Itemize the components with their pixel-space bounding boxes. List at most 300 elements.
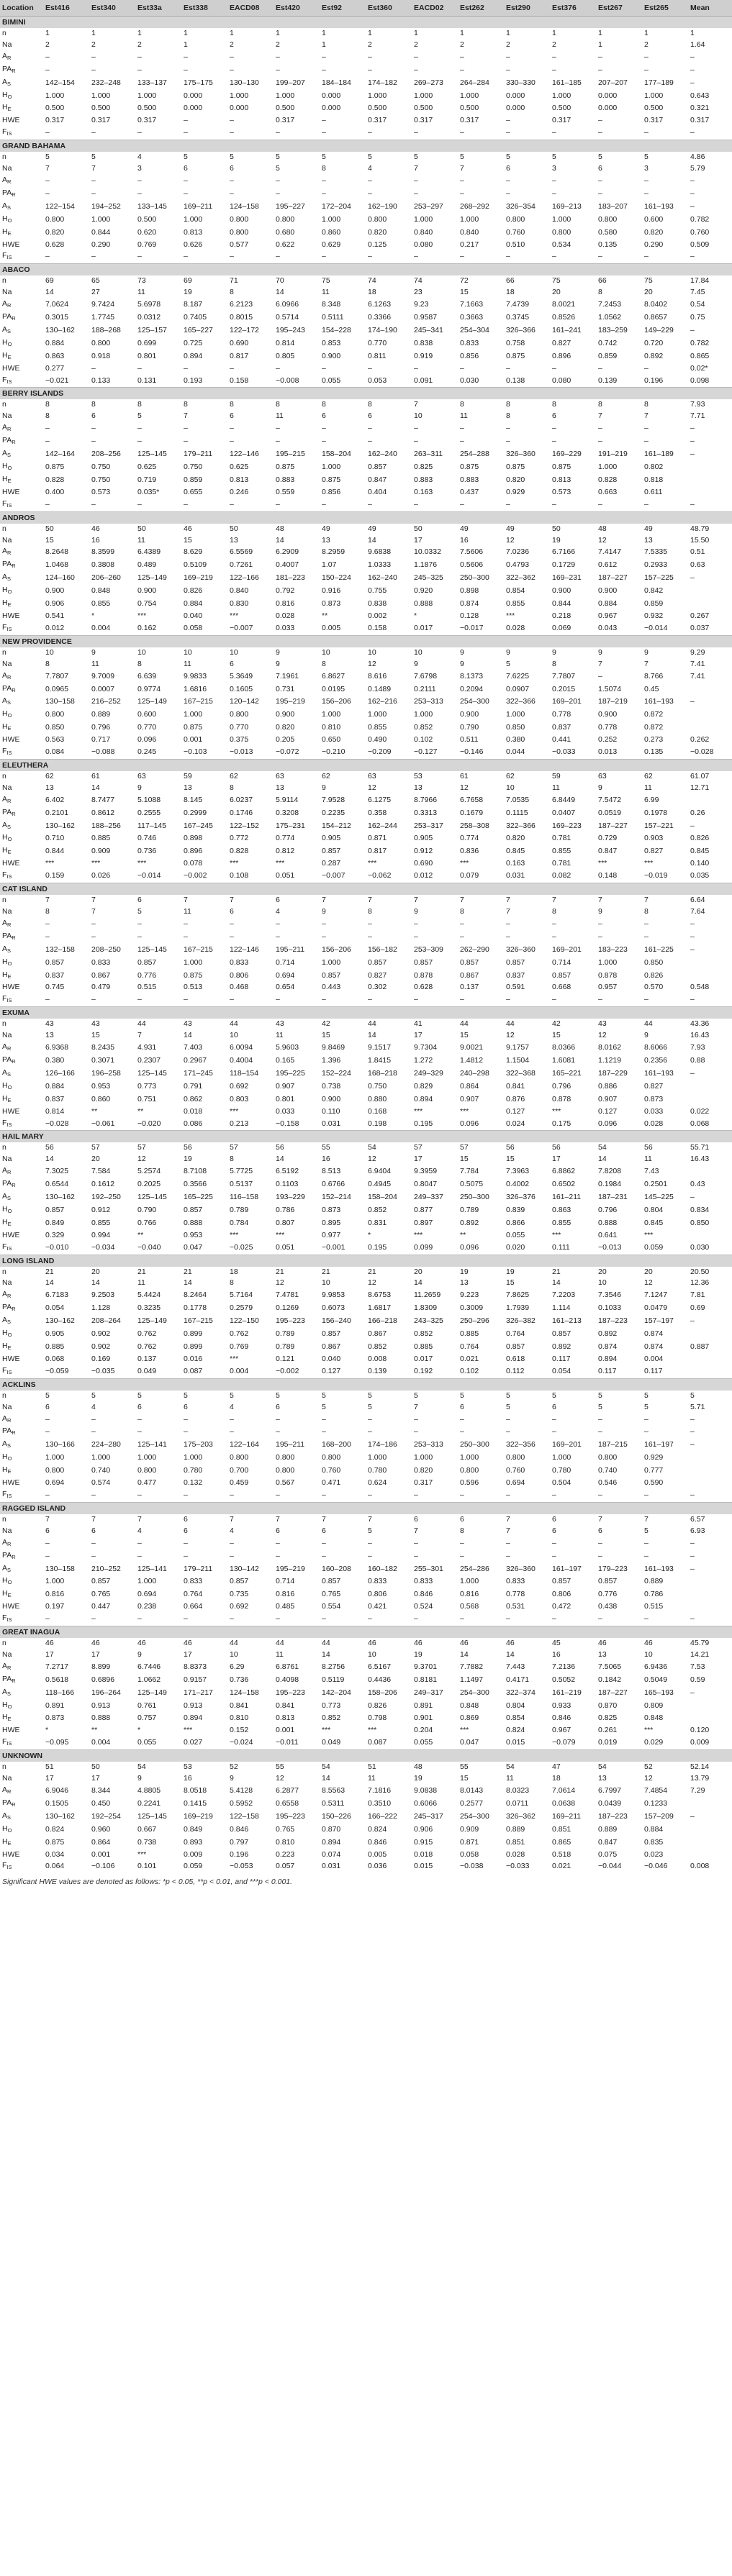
row-label-sub: O [7, 1703, 12, 1710]
table-cell: 0.847 [598, 847, 618, 856]
row-label-base: n [2, 29, 6, 37]
table-cell: 0.5049 [644, 1675, 668, 1684]
table-cell: 0.9774 [137, 684, 161, 693]
section-header-row [0, 1378, 732, 1391]
table-cell: 167–215 [184, 697, 213, 706]
table-cell: 187–219 [598, 697, 628, 706]
table-cell: 0.806 [230, 970, 249, 980]
table-cell: 0.827 [552, 338, 571, 347]
table-row [0, 399, 732, 411]
table-cell: 171–245 [184, 1068, 213, 1078]
row-label-base: Na [2, 1774, 12, 1783]
table-cell [688, 970, 732, 983]
table-cell: – [690, 65, 695, 74]
row-label [0, 1106, 43, 1118]
table-cell: 12 [368, 1155, 376, 1164]
table-cell: 0.929 [644, 1453, 664, 1462]
table-cell: 0.837 [552, 723, 571, 732]
table-cell: 17 [45, 1774, 54, 1783]
table-cell: 0.2015 [552, 684, 576, 693]
table-cell: 167–215 [184, 1316, 213, 1326]
table-cell: 0.500 [45, 104, 65, 113]
table-cell: 125–145 [137, 450, 167, 459]
row-label [0, 399, 43, 411]
table-cell: 0.75 [690, 313, 705, 322]
table-cell: 0.054 [552, 1366, 571, 1375]
table-cell: 54 [598, 1762, 607, 1772]
row-label-sub: E [7, 1839, 12, 1847]
table-cell: 1 [230, 29, 234, 37]
row-label [0, 895, 43, 906]
table-cell: 0.857 [322, 1577, 341, 1586]
column-header-est416: Est416 [43, 0, 89, 17]
table-cell: 0.773 [322, 1701, 341, 1710]
table-cell: 216–252 [91, 697, 121, 706]
table-cell: 149–229 [644, 325, 674, 334]
table-cell: 0.857 [230, 1577, 249, 1586]
table-cell: 8 [322, 400, 326, 409]
table-cell: 0.317 [414, 1478, 433, 1488]
table-cell: *** [45, 859, 55, 868]
table-cell: 0.084 [45, 747, 65, 757]
table-cell: – [184, 1614, 188, 1624]
table-cell: 0.776 [137, 970, 157, 980]
table-cell: – [322, 188, 326, 198]
table-cell: −0.013 [598, 1242, 622, 1252]
table-cell: 17 [91, 1649, 100, 1659]
table-cell: 0.892 [644, 351, 664, 360]
table-cell: 326–362 [506, 1811, 536, 1821]
table-cell: 133–145 [137, 201, 167, 211]
table-cell: 268–292 [460, 201, 489, 211]
table-cell: 9.223 [460, 1291, 479, 1300]
table-cell: 4.8805 [137, 1786, 161, 1795]
table-cell: 56 [506, 1143, 515, 1152]
row-label-sub: R [7, 921, 12, 928]
table-cell: 124–160 [45, 573, 75, 583]
table-cell: 187–229 [598, 1068, 628, 1078]
table-cell: – [322, 1551, 326, 1560]
table-row [0, 461, 732, 474]
table-row [0, 287, 732, 299]
table-cell: 118–154 [230, 1068, 259, 1078]
table-cell: 0.800 [230, 710, 249, 719]
table-cell: 52.14 [690, 1762, 710, 1772]
table-cell: – [644, 176, 649, 185]
table-cell: 0.798 [368, 1713, 387, 1723]
row-label [0, 448, 43, 461]
table-cell: 0.875 [184, 723, 203, 732]
table-cell: 0.1978 [644, 808, 668, 817]
table-cell: – [137, 424, 142, 433]
table-cell: 16.43 [690, 1031, 710, 1040]
table-cell: −0.013 [230, 747, 253, 757]
table-cell: 56 [644, 1143, 653, 1152]
table-cell: 0.3745 [506, 313, 530, 322]
table-cell: 5 [368, 1402, 372, 1411]
table-cell: 0.846 [230, 1824, 249, 1834]
table-cell: 20 [91, 1267, 100, 1276]
table-cell: 0.022 [690, 1106, 710, 1116]
table-cell: 183–207 [598, 201, 628, 211]
row-label-sub: E [7, 1220, 12, 1227]
table-row [0, 1354, 732, 1365]
table-cell: 0.811 [368, 351, 387, 360]
table-cell: – [414, 1614, 418, 1624]
table-cell: 0.2307 [137, 1055, 161, 1065]
row-label-base: H [2, 462, 8, 470]
table-cell: 0.0479 [644, 1303, 668, 1313]
table-cell: 8 [230, 1278, 234, 1288]
table-cell: 14 [552, 1278, 561, 1288]
row-label-sub: O [7, 588, 12, 596]
table-cell: – [552, 252, 556, 261]
table-cell: 14 [276, 535, 284, 545]
table-cell: – [460, 176, 464, 185]
table-cell: 6.9436 [644, 1662, 668, 1671]
table-cell: 49 [460, 524, 469, 533]
table-cell: 9 [322, 907, 326, 916]
table-cell: – [137, 995, 142, 1004]
table-cell: – [460, 1427, 464, 1437]
table-cell [688, 1080, 732, 1093]
row-label-base: F [2, 1737, 7, 1747]
table-cell: 0.792 [276, 586, 295, 596]
table-cell: 0.809 [644, 1701, 664, 1710]
table-cell: 0.833 [460, 338, 479, 347]
table-cell: 5.2574 [137, 1167, 161, 1176]
table-cell: 122–172 [230, 325, 259, 334]
table-cell: 2 [414, 40, 418, 49]
table-cell: 7 [137, 1031, 142, 1040]
row-label [0, 1514, 43, 1526]
table-cell: 0.905 [45, 1329, 65, 1339]
table-cell: 0.004 [644, 1354, 664, 1363]
table-cell: 0.2999 [184, 808, 207, 817]
table-row [0, 214, 732, 227]
table-cell: 0.159 [45, 871, 65, 880]
table-cell: 169–231 [552, 573, 582, 583]
table-row [0, 201, 732, 214]
table-cell: 1.000 [322, 214, 341, 224]
table-cell: 0.375 [230, 735, 249, 745]
table-cell: – [552, 188, 556, 198]
row-label [0, 324, 43, 337]
table-cell: 43 [276, 1019, 284, 1029]
table-cell: 13 [644, 535, 653, 545]
table-cell [688, 1354, 732, 1365]
row-label [0, 1550, 43, 1563]
table-cell: 0.800 [276, 214, 295, 224]
table-cell: 0.719 [137, 475, 157, 484]
row-label-base: HWE [2, 611, 20, 620]
table-cell: 8 [598, 400, 602, 409]
table-cell: 0.158 [230, 376, 249, 385]
table-cell: 1.128 [91, 1303, 111, 1313]
table-cell: 0.838 [414, 338, 433, 347]
table-cell [688, 709, 732, 722]
table-cell: 0.068 [690, 1119, 710, 1128]
table-cell: 0.031 [506, 871, 525, 880]
table-cell: 7.71 [690, 411, 705, 421]
table-cell: 7.1961 [276, 671, 299, 681]
table-row [0, 1860, 732, 1873]
table-cell: – [460, 1614, 464, 1624]
row-label-base: A [2, 1563, 8, 1573]
table-cell: *** [644, 1230, 654, 1239]
table-cell: 161–197 [552, 1564, 582, 1573]
table-cell: 0.018 [184, 1106, 203, 1116]
table-cell: – [91, 919, 96, 928]
table-cell: 192–250 [91, 1193, 121, 1202]
table-row [0, 1478, 732, 1489]
table-cell: 224–280 [91, 1440, 121, 1449]
table-cell: 130–162 [45, 1316, 75, 1326]
table-cell: 0.044 [506, 747, 525, 757]
table-cell: – [414, 1551, 418, 1560]
table-cell: 6.1275 [368, 795, 392, 804]
table-cell: 6.402 [45, 795, 65, 804]
table-cell: 0.131 [137, 376, 157, 385]
table-cell: 0.663 [598, 487, 618, 496]
table-cell: 0.820 [368, 227, 387, 237]
table-cell: 0.2235 [322, 808, 345, 817]
table-cell: 0.765 [322, 1590, 341, 1599]
table-row [0, 944, 732, 957]
table-cell: – [506, 52, 510, 61]
table-cell: – [276, 128, 280, 137]
table-cell: 5 [322, 1402, 326, 1411]
table-cell: 7.7807 [552, 671, 576, 681]
table-cell: 0.117 [644, 1366, 663, 1375]
row-label-sub: O [7, 93, 12, 100]
row-label-sub: O [7, 1083, 12, 1091]
table-cell: 0.1103 [276, 1180, 299, 1189]
row-label-sub: E [7, 1592, 12, 1599]
table-cell: – [460, 1538, 464, 1547]
row-label-base: A [2, 1290, 8, 1299]
table-cell: 0.479 [91, 983, 111, 992]
table-row [0, 982, 732, 993]
table-cell: 0.9587 [414, 313, 438, 322]
table-cell: 130–162 [45, 1193, 75, 1202]
table-cell: – [506, 1414, 510, 1424]
table-cell: 71 [230, 276, 238, 286]
table-cell: 0.004 [91, 623, 111, 632]
table-cell: 56 [45, 1143, 54, 1152]
table-cell: – [598, 188, 602, 198]
table-cell: – [45, 424, 50, 433]
table-cell: 0.1415 [184, 1798, 207, 1808]
table-cell: 0.875 [506, 463, 525, 471]
table-cell: 14 [276, 1155, 284, 1164]
table-cell: 7.93 [690, 1043, 705, 1052]
table-cell: 52 [644, 1762, 653, 1772]
table-cell: 0.860 [91, 1094, 111, 1103]
row-label [0, 1055, 43, 1068]
table-cell: 208–250 [91, 945, 121, 954]
table-cell: – [506, 499, 510, 509]
table-cell: – [598, 116, 602, 125]
table-cell: – [598, 363, 602, 373]
table-cell: 47 [552, 1762, 561, 1772]
table-row [0, 1613, 732, 1626]
table-cell: 1 [598, 29, 602, 37]
table-cell: 0.800 [598, 1453, 618, 1462]
table-cell: 11 [184, 659, 191, 668]
table-cell: 191–219 [598, 450, 628, 459]
table-cell: 46 [506, 1639, 515, 1648]
table-cell: – [690, 450, 695, 459]
table-cell: 166–222 [368, 1811, 397, 1821]
table-cell: 0.8612 [91, 808, 115, 817]
table-cell: 165–227 [184, 325, 213, 334]
table-cell: 0.169 [91, 1354, 111, 1363]
table-cell: 0.802 [644, 463, 664, 471]
table-cell: – [184, 52, 188, 61]
table-cell: 0.841 [506, 1081, 525, 1091]
table-cell: 0.874 [598, 1342, 618, 1351]
row-label-base: PA [2, 807, 12, 816]
table-cell: 1.000 [414, 214, 433, 224]
table-cell: 0.849 [45, 1218, 65, 1227]
table-cell: 0.826 [690, 834, 710, 843]
table-cell: 0.091 [414, 376, 433, 385]
table-cell: 50 [45, 524, 54, 533]
table-cell: 0.5119 [322, 1675, 345, 1684]
table-cell: 196–264 [91, 1688, 121, 1697]
row-label-base: PA [2, 64, 12, 73]
row-label [0, 696, 43, 709]
table-cell: – [230, 52, 234, 61]
table-cell: 7.2136 [552, 1662, 576, 1671]
row-label-sub: E [7, 229, 12, 237]
row-label-sub: R [12, 934, 16, 941]
table-row [0, 1638, 732, 1649]
table-cell: 8.6066 [644, 1043, 668, 1052]
table-cell: 0.055 [137, 1738, 157, 1747]
table-row [0, 931, 732, 944]
table-cell: 0.828 [230, 847, 249, 856]
table-cell: 0.1269 [276, 1303, 299, 1313]
table-cell: – [276, 188, 280, 198]
row-label [0, 1414, 43, 1426]
table-cell: 0.840 [414, 227, 433, 237]
table-cell: – [414, 1538, 418, 1547]
table-cell: 122–158 [230, 1811, 259, 1821]
table-cell: 0.720 [644, 338, 664, 347]
table-cell: 0.912 [91, 1205, 111, 1214]
table-cell: 0.074 [322, 1849, 341, 1859]
table-cell: – [322, 1490, 326, 1499]
row-label [0, 670, 43, 683]
table-cell: 0.152 [230, 1726, 249, 1735]
table-cell: – [322, 252, 326, 261]
row-label-sub: IS [6, 1616, 12, 1624]
row-label [0, 1042, 43, 1055]
table-cell: 0.900 [552, 586, 571, 596]
table-cell: 8.6753 [368, 1291, 392, 1300]
row-label-base: A [2, 324, 8, 334]
table-cell: 0.053 [368, 376, 387, 385]
row-label [0, 28, 43, 40]
table-cell: – [91, 1414, 96, 1424]
table-cell: 0.082 [552, 871, 571, 880]
table-cell: 0.404 [368, 487, 387, 496]
row-label [0, 287, 43, 299]
table-cell: 0.0519 [598, 808, 622, 817]
table-cell: 0.3235 [137, 1303, 161, 1313]
row-label-base: HWE [2, 859, 20, 868]
table-cell: 62 [644, 771, 653, 780]
table-cell: 0.782 [690, 214, 710, 224]
row-label [0, 1289, 43, 1302]
row-label-base: H [2, 1329, 8, 1338]
table-cell: −0.103 [184, 747, 207, 757]
table-cell: 152–224 [322, 1068, 351, 1078]
table-cell: 0.848 [460, 1701, 479, 1710]
row-label [0, 250, 43, 263]
table-cell: 0.009 [690, 1738, 710, 1747]
table-cell: 0.068 [45, 1354, 65, 1363]
table-cell: 14 [276, 288, 284, 297]
table-cell: – [137, 1427, 142, 1437]
table-cell: 6.29 [230, 1662, 245, 1671]
table-cell: 0.1505 [45, 1798, 69, 1808]
table-cell: 9.3701 [414, 1662, 438, 1671]
table-cell: 14 [45, 288, 54, 297]
table-cell: 1 [184, 40, 188, 49]
table-cell: – [184, 1490, 188, 1499]
table-cell: 7 [414, 400, 418, 409]
table-cell: 0.839 [506, 1205, 525, 1214]
table-cell: 0.814 [45, 1106, 65, 1116]
table-cell: 1.000 [506, 710, 525, 719]
table-cell: −0.061 [91, 1119, 115, 1128]
table-cell: 7.41 [690, 671, 705, 681]
table-cell [688, 957, 732, 970]
table-cell: 245–325 [414, 573, 443, 583]
table-cell: 0.051 [276, 1242, 295, 1252]
table-cell: 0.139 [598, 376, 618, 385]
table-row [0, 1191, 732, 1204]
table-cell: 0.002 [368, 611, 387, 620]
table-cell: 206–260 [91, 573, 121, 583]
table-cell: 0.3510 [368, 1798, 392, 1808]
row-label [0, 585, 43, 598]
table-cell: 0.026 [91, 871, 111, 880]
table-cell: – [552, 52, 556, 61]
table-cell: 8 [276, 400, 280, 409]
table-cell: 7 [598, 659, 602, 668]
table-cell: – [460, 1490, 464, 1499]
table-cell: 0.800 [45, 1466, 65, 1475]
row-label [0, 659, 43, 670]
table-cell: 0.051 [276, 871, 295, 880]
table-cell: 0.898 [184, 834, 203, 843]
table-cell: 245–317 [414, 1811, 443, 1821]
table-cell: 0.472 [552, 1602, 571, 1611]
table-cell: 0.133 [91, 376, 111, 385]
table-cell: 0.742 [598, 338, 618, 347]
table-cell: 0.049 [137, 1366, 157, 1375]
table-cell: 161–193 [644, 201, 674, 211]
table-cell: – [414, 52, 418, 61]
row-label [0, 1354, 43, 1365]
table-cell: – [45, 52, 50, 61]
table-cell: 5.71 [690, 1402, 705, 1411]
row-label [0, 175, 43, 188]
